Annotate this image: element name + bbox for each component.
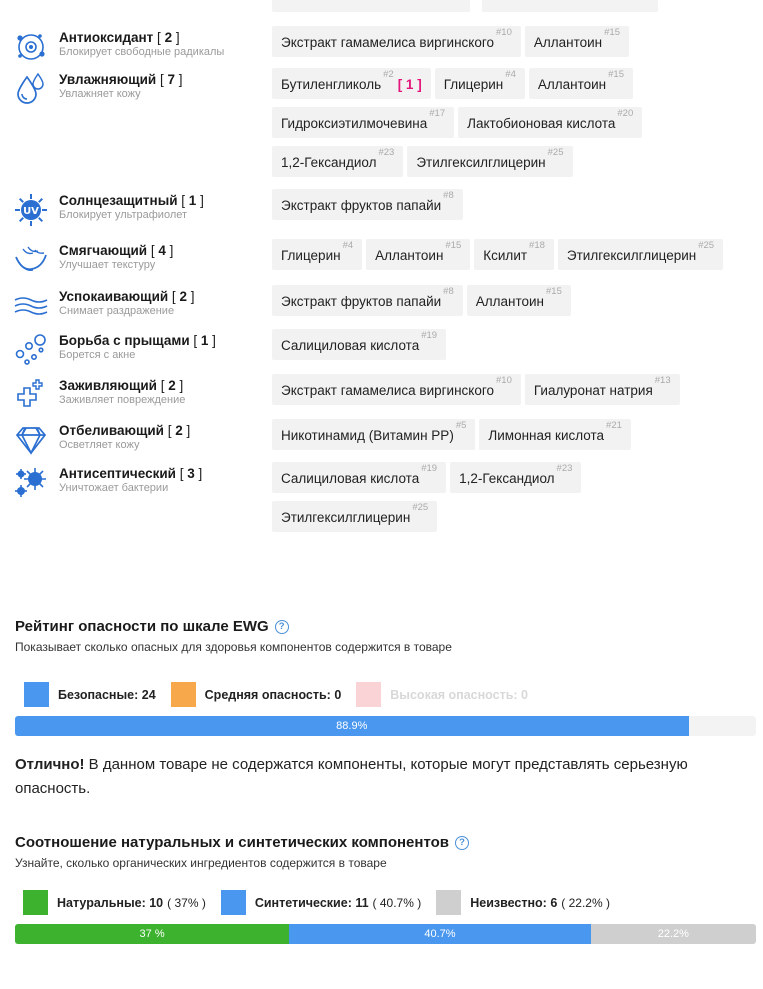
property-count: [ 2 ] [153, 30, 180, 45]
natural-legend-item [23, 890, 206, 915]
ingredient-name: Аллантоин [533, 35, 603, 50]
whitening-icon [14, 423, 48, 457]
property-name: Отбеливающий [59, 423, 164, 438]
natural-progress-bar [15, 924, 756, 944]
ingredient-tag[interactable] [558, 239, 723, 270]
ingredient-number: #8 [443, 190, 454, 201]
property-text [59, 333, 216, 362]
property-row-antiseptic [14, 458, 754, 536]
ingredient-tag[interactable] [272, 26, 521, 57]
property-count-value: 3 [187, 466, 195, 481]
legend-label: Средняя опасность: 0 [204, 687, 342, 702]
ingredient-tag[interactable] [272, 419, 475, 450]
ewg-title: Рейтинг опасности по шкале EWG [15, 618, 269, 635]
property-text [59, 289, 194, 318]
property-count-value: 7 [167, 72, 175, 87]
property-list [14, 22, 754, 540]
legend-swatch [221, 890, 246, 915]
ingredient-number: #10 [496, 27, 512, 38]
help-icon[interactable]: ? [275, 620, 289, 634]
ingredient-name: Экстракт гамамелиса виргинского [281, 35, 494, 50]
ingredient-number: #4 [342, 240, 354, 251]
ingredient-name: Никотинамид (Витамин PP) [281, 428, 454, 443]
property-text [59, 466, 202, 495]
segment-label: 40.7% [424, 928, 456, 940]
natural-section [15, 834, 469, 870]
legend-percent: ( 22.2% ) [561, 895, 610, 910]
ingredient-number: #25 [698, 240, 715, 251]
natural-legend-item [221, 890, 421, 915]
ingredient-tag[interactable] [525, 26, 629, 57]
help-icon[interactable]: ? [455, 836, 469, 850]
ingredient-number: #10 [496, 375, 512, 386]
ingredient-number: #4 [505, 69, 516, 80]
property-title [59, 30, 224, 46]
ingredient-tags [272, 22, 754, 61]
ewg-legend-item [356, 682, 528, 707]
ingredient-name: Лимонная кислота [488, 428, 605, 443]
ingredient-number: #15 [546, 286, 562, 297]
legend-label: Неизвестно: 6 [470, 895, 558, 910]
ingredient-name: Аллантоин [537, 77, 607, 92]
ingredient-name: Ксилит [483, 248, 528, 263]
ingredient-tag[interactable] [272, 501, 437, 532]
property-title [59, 72, 183, 88]
property-label-group [14, 185, 272, 227]
property-row-moisturizing [14, 64, 754, 181]
property-subtitle: Осветляет кожу [59, 439, 140, 451]
property-name: Смягчающий [59, 243, 148, 258]
property-row-emollient [14, 235, 754, 277]
ingredient-tags [272, 64, 754, 181]
legend-swatch [171, 682, 196, 707]
ingredient-name: Гиалуронат натрия [533, 383, 653, 398]
emollient-icon [14, 243, 48, 277]
ingredient-name: Глицерин [281, 248, 341, 263]
legend-label: Высокая опасность: 0 [390, 687, 529, 702]
property-row-soothing [14, 281, 754, 323]
property-label-group [14, 370, 272, 412]
property-count-value: 1 [200, 333, 209, 348]
ingredient-name: Салициловая кислота [281, 471, 420, 486]
property-title [59, 378, 185, 394]
ingredient-number: #5 [455, 420, 467, 431]
ingredient-tag[interactable] [407, 146, 572, 177]
ingredient-name: Глицерин [443, 77, 504, 92]
property-text [59, 423, 190, 452]
ewg-progress-bar [15, 716, 756, 736]
ingredient-number: #19 [421, 463, 438, 474]
ingredient-name: Гидроксиэтилмочевина [281, 116, 428, 131]
ingredient-tag[interactable] [458, 107, 642, 138]
property-count-value: 1 [188, 193, 197, 208]
property-subtitle: Улучшает текстуру [59, 259, 156, 271]
property-subtitle: Блокирует ультрафиолет [59, 209, 188, 221]
ingredient-name: Экстракт фруктов папайи [281, 294, 442, 309]
property-text [59, 30, 224, 59]
ingredient-number: #15 [445, 240, 462, 251]
property-count: [ 3 ] [175, 466, 203, 481]
property-label-group [14, 64, 272, 106]
ingredient-number: #20 [617, 108, 634, 119]
property-count: [ 1 ] [189, 333, 216, 348]
property-name: Солнцезащитный [59, 193, 178, 208]
legend-swatch [436, 890, 461, 915]
ingredient-tag[interactable] [272, 374, 521, 405]
ingredient-tags [272, 185, 754, 224]
property-text [59, 243, 173, 272]
ingredient-tag[interactable] [366, 239, 470, 270]
ingredient-number: #18 [529, 240, 545, 251]
property-subtitle: Борется с акне [59, 349, 136, 361]
ingredient-name: Лактобионовая кислота [467, 116, 616, 131]
property-text [59, 193, 204, 222]
property-name: Антисептический [59, 466, 176, 481]
ewg-subtitle: Показывает сколько опасных для здоровья компонентов содержится в товаре [15, 640, 452, 654]
property-label-group [14, 415, 272, 457]
ingredient-tag[interactable] [450, 462, 581, 493]
verdict-text: В данном товаре не содержатся компоненты, которые могут представлять серьезную опасность. [15, 756, 688, 797]
ingredient-number: #25 [547, 147, 564, 158]
natural-legend-item [436, 890, 610, 915]
property-name: Борьба с прыщами [59, 333, 190, 348]
ewg-verdict [15, 753, 755, 801]
property-subtitle: Заживляет повреждение [59, 394, 186, 406]
ingredient-tag[interactable] [272, 329, 446, 360]
ewg-safe-segment [15, 716, 689, 736]
antiseptic-icon [14, 466, 48, 500]
ingredient-tag[interactable] [272, 68, 431, 99]
property-label-group [14, 22, 272, 64]
property-name: Увлажняющий [59, 72, 157, 87]
clipped-tag[interactable] [482, 0, 658, 12]
property-count: [ 2 ] [156, 378, 184, 393]
natural-title: Соотношение натуральных и синтетических компонентов [15, 834, 449, 851]
legend-label: Синтетические: 11 [254, 895, 369, 910]
property-subtitle: Увлажняет кожу [59, 88, 141, 100]
verdict-bold: Отлично! [15, 756, 85, 773]
clipped-tags-row [272, 0, 666, 21]
legend-percent: ( 37% ) [167, 895, 206, 910]
property-count: [ 7 ] [156, 72, 183, 87]
ingredient-tags [272, 415, 754, 454]
ewg-bar-label: 88.9% [336, 720, 368, 732]
ingredient-tag[interactable] [272, 462, 446, 493]
property-subtitle: Снимает раздражение [59, 305, 175, 317]
antioxidant-icon [14, 30, 48, 64]
ingredient-tag[interactable] [525, 374, 680, 405]
ingredient-tag[interactable] [272, 146, 403, 177]
ingredient-tags [272, 281, 754, 320]
ingredient-tags [272, 370, 754, 409]
property-subtitle: Уничтожает бактерии [59, 482, 169, 494]
natural-subtitle: Узнайте, сколько органических ингредиентов содержится в товаре [15, 856, 387, 870]
ingredient-tags [272, 458, 754, 536]
natural-bar-segment [591, 924, 756, 944]
natural-legend [23, 890, 625, 915]
ingredient-tag[interactable] [479, 419, 631, 450]
sunscreen-icon [14, 193, 48, 227]
property-title [59, 193, 204, 209]
legend-swatch [356, 682, 381, 707]
ingredient-tag[interactable] [474, 239, 554, 270]
moisturizing-icon [14, 72, 48, 106]
ingredient-name: Бутиленгликоль [281, 77, 382, 92]
ingredient-tag[interactable] [272, 285, 463, 316]
property-subtitle: Блокирует свободные радикалы [59, 46, 225, 58]
property-title [59, 423, 190, 439]
ingredient-number: #13 [654, 375, 671, 386]
soothing-icon [14, 289, 48, 323]
ewg-section [15, 618, 452, 654]
property-name: Заживляющий [59, 378, 157, 393]
property-title [59, 466, 202, 482]
property-row-sunscreen [14, 185, 754, 227]
svg-text:UV: UV [23, 206, 39, 217]
segment-label: 37 % [139, 928, 165, 940]
ingredient-tag[interactable] [529, 68, 633, 99]
property-title [59, 289, 194, 305]
healing-icon [14, 378, 48, 412]
property-text [59, 72, 183, 101]
ingredient-tag[interactable] [272, 107, 454, 138]
property-row-antioxidant [14, 22, 754, 64]
natural-bar-segment [15, 924, 289, 944]
legend-swatch [23, 890, 48, 915]
ingredient-name: 1,2-Гександиол [459, 471, 555, 486]
ingredient-count-badge: [ 1 ] [397, 77, 422, 92]
ingredient-name: Аллантоин [475, 294, 544, 309]
property-count: [ 4 ] [147, 243, 174, 258]
property-label-group [14, 235, 272, 277]
ingredient-number: #23 [378, 147, 395, 158]
ingredient-number: #15 [604, 27, 620, 38]
ingredient-number: #25 [412, 502, 429, 513]
ingredient-number: #15 [608, 69, 624, 80]
property-count: [ 2 ] [168, 289, 195, 304]
legend-label: Безопасные: 24 [58, 687, 156, 702]
ingredient-number: #21 [606, 420, 622, 431]
property-count-value: 2 [164, 30, 173, 45]
property-text [59, 378, 185, 407]
property-count-value: 2 [168, 378, 176, 393]
ingredient-name: Этилгексилглицерин [416, 155, 546, 170]
ingredient-name: Этилгексилглицерин [281, 510, 411, 525]
property-row-healing [14, 370, 754, 412]
property-name: Успокаивающий [59, 289, 169, 304]
property-count-value: 2 [179, 289, 187, 304]
ingredient-name: Экстракт фруктов папайи [281, 198, 442, 213]
ingredient-tags [272, 325, 754, 364]
ingredient-name: Этилгексилглицерин [566, 248, 697, 263]
ewg-legend-item [171, 682, 342, 707]
property-label-group [14, 458, 272, 500]
ingredient-number: #2 [383, 69, 394, 80]
ingredient-number: #17 [429, 108, 446, 119]
property-count-value: 2 [175, 423, 183, 438]
ingredient-name: Аллантоин [375, 248, 444, 263]
anti-acne-icon [14, 333, 48, 367]
ingredient-tag[interactable] [467, 285, 571, 316]
legend-percent: ( 40.7% ) [372, 895, 422, 910]
clipped-tag[interactable] [272, 0, 470, 12]
property-count: [ 2 ] [163, 423, 191, 438]
legend-label: Натуральные: 10 [57, 895, 164, 910]
property-label-group [14, 325, 272, 367]
property-row-anti-acne [14, 325, 754, 367]
property-count-value: 4 [158, 243, 166, 258]
ingredient-name: 1,2-Гександиол [281, 155, 377, 170]
ingredient-name: Салициловая кислота [281, 338, 420, 353]
ingredient-tag[interactable] [272, 189, 463, 220]
ingredient-tag[interactable] [272, 239, 362, 270]
ewg-legend-item [24, 682, 156, 707]
natural-bar-segment [289, 924, 591, 944]
ingredient-number: #23 [556, 463, 573, 474]
property-title [59, 243, 173, 259]
legend-swatch [24, 682, 49, 707]
property-count: [ 1 ] [177, 193, 204, 208]
ingredient-number: #8 [443, 286, 454, 297]
segment-label: 22.2% [657, 928, 689, 940]
ingredient-name: Экстракт гамамелиса виргинского [281, 383, 494, 398]
ewg-legend [24, 682, 543, 707]
ingredient-tag[interactable] [435, 68, 525, 99]
property-row-whitening [14, 415, 754, 457]
ingredient-number: #19 [421, 330, 438, 341]
ingredient-tags [272, 235, 754, 274]
property-name: Антиоксидант [59, 30, 154, 45]
property-title [59, 333, 216, 349]
property-label-group [14, 281, 272, 323]
